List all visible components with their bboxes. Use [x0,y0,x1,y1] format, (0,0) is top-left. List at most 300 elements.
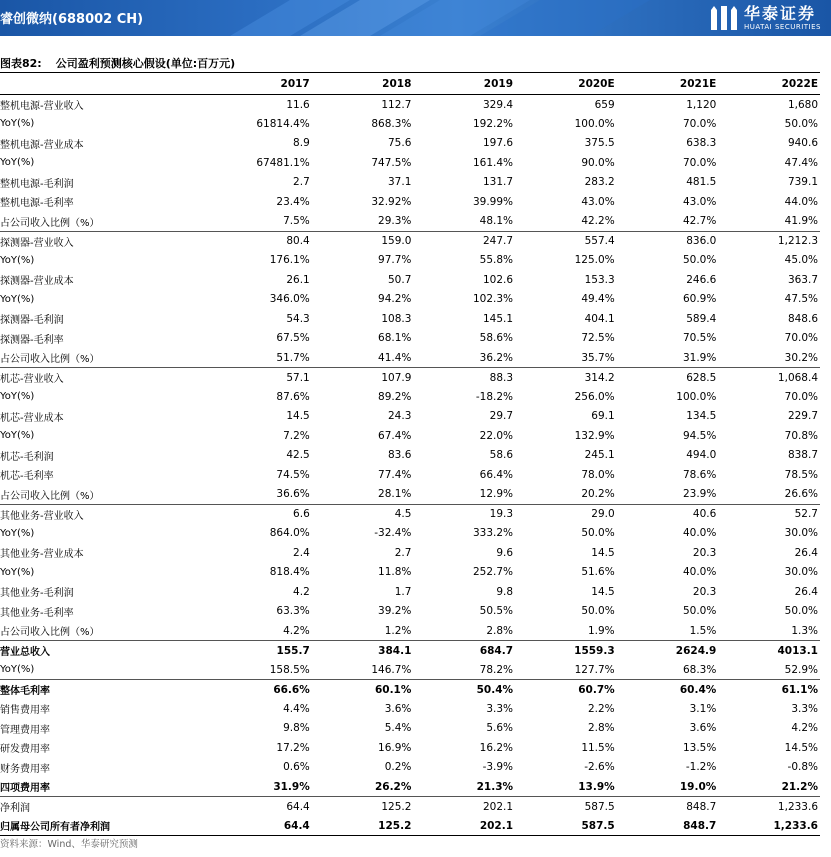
table-cell: 1,212.3 [777,235,818,247]
row-label: 探测器-毛利率 [0,334,64,346]
row-label: 净利润 [0,803,30,814]
table-cell: 52.7 [794,508,818,520]
row-label: 占公司收入比例（%） [0,217,100,229]
table-cell: 2.7 [394,546,412,559]
table-cell: 2.7 [293,176,310,189]
table-cell: -2.6% [584,761,615,774]
table-row [0,641,820,661]
table-cell: 20.2% [581,488,615,500]
table-row [0,738,820,758]
table-cell: 13.9% [578,780,615,793]
table-cell: -3.9% [482,761,514,774]
table-cell: 1559.3 [574,644,615,657]
figure-caption: 公司盈利预测核心假设(单位:百万元) [55,57,236,70]
table-cell: 102.6 [482,273,514,286]
table-cell: 50.4% [476,683,514,696]
table-cell: 45.0% [784,254,818,267]
table-cell: 5.4% [384,722,412,735]
table-cell: 155.7 [276,644,310,657]
table-cell: 42.5 [286,449,310,462]
table-cell: 78.6% [682,468,717,481]
table-cell: 16.2% [479,741,514,754]
table-cell: 67.4% [378,429,412,442]
table-row [0,368,820,388]
row-label: 其他业务-营业成本 [0,549,84,561]
row-label: 其他业务-营业收入 [0,510,84,522]
table-cell: 31.9% [273,780,310,793]
table-cell: 43.0% [581,195,615,208]
table-cell: 940.6 [787,137,818,150]
table-cell: 659 [594,98,615,111]
table-cell: 70.0% [784,332,818,345]
table-row [0,251,820,271]
table-cell: 12.9% [479,488,514,500]
table-cell: 89.2% [378,390,412,403]
table-cell: 0.6% [283,761,310,774]
row-label: 机芯-毛利润 [0,451,54,463]
table-cell: 256.0% [574,390,615,403]
table-cell: 4.5 [394,508,412,520]
row-label: 其他业务-毛利率 [0,607,74,619]
table-row [0,485,820,505]
table-cell: 72.5% [581,332,615,345]
table-cell: 29.3% [378,215,412,227]
table-row [0,134,820,154]
banner-decoration [230,0,650,36]
table-cell: 39.99% [472,195,514,208]
table-cell: 197.6 [482,137,514,150]
row-label: 占公司收入比例（%） [0,490,100,502]
table-cell: 314.2 [584,371,615,384]
table-cell: 54.3 [286,312,310,325]
row-label: 营业总收入 [0,647,50,658]
table-cell: 333.2% [472,527,514,540]
table-cell: 30.0% [784,566,818,579]
table-cell: 9.8 [496,585,514,598]
table-row [0,660,820,680]
table-cell: 3.3% [791,702,818,715]
table-cell: 7.5% [283,215,310,227]
brand-name-cn: 华泰证券 [744,3,817,23]
table-row [0,816,820,836]
table-cell: 19.3 [489,508,514,520]
table-cell: 112.7 [381,98,412,111]
table-cell: 58.6% [479,332,514,345]
table-cell: 24.3 [388,410,412,423]
table-cell: 26.1 [286,273,310,286]
table-cell: 36.2% [479,351,514,364]
table-cell: 60.7% [578,683,615,696]
table-cell: 29.7 [489,410,514,423]
forecast-table [0,72,820,836]
table-cell: 404.1 [584,312,615,325]
table-cell: 739.1 [787,176,818,189]
table-cell: 384.1 [378,644,412,657]
table-cell: 145.1 [482,312,514,325]
table-row [0,719,820,739]
table-cell: 63.3% [276,605,310,618]
table-cell: 31.9% [682,351,717,364]
row-label: YoY(%) [0,254,35,266]
table-cell: 47.5% [784,293,818,306]
stock-title: 睿创微纳(688002 CH) [0,12,144,27]
table-cell: 481.5 [686,176,717,189]
table-cell: 848.7 [686,800,717,813]
table-cell: 60.9% [682,293,717,306]
table-cell: 868.3% [371,117,412,130]
row-label: 探测器-营业收入 [0,237,74,249]
table-cell: 67.5% [276,332,310,345]
table-cell: 125.2 [378,819,412,832]
table-row [0,797,820,817]
table-cell: 1,233.6 [773,819,818,832]
table-cell: 684.7 [479,644,514,657]
row-label: YoY(%) [0,664,35,675]
table-cell: 1.5% [689,624,717,637]
table-cell: 125.2 [381,800,412,813]
table-cell: 40.0% [682,527,717,540]
table-cell: 14.5 [591,585,615,598]
table-cell: 557.4 [584,235,615,247]
table-row [0,95,820,115]
table-row [0,173,820,193]
table-cell: 161.4% [472,156,514,169]
table-cell: 30.2% [784,351,818,364]
row-label: YoY(%) [0,566,35,578]
table-cell: 4.2% [283,624,310,637]
table-row [0,270,820,290]
table-header-row [0,73,820,95]
table-cell: 42.7% [682,215,717,227]
table-cell: 202.1 [479,819,514,832]
table-cell: 3.3% [486,702,514,715]
table-cell: 68.1% [378,332,412,345]
table-cell: 40.0% [682,566,717,579]
table-cell: 80.4 [286,235,310,247]
row-label: 销售费用率 [0,705,50,717]
table-cell: 836.0 [686,235,717,247]
table-cell: 16.9% [378,741,412,754]
table-cell: 9.6 [496,546,514,559]
table-cell: 2.2% [587,702,615,715]
table-cell: 87.6% [276,390,310,403]
table-cell: 247.7 [482,235,514,247]
table-row [0,504,820,524]
table-cell: 132.9% [574,429,615,442]
table-row [0,407,820,427]
table-cell: 102.3% [472,293,514,306]
table-cell: 158.5% [269,663,310,676]
table-cell: 22.0% [479,429,514,442]
table-cell: 26.6% [784,488,818,500]
row-label: 探测器-毛利润 [0,315,64,327]
table-cell: 51.7% [276,351,310,364]
table-row [0,777,820,797]
table-cell: 494.0 [686,449,717,462]
table-row [0,290,820,310]
row-label: 其他业务-毛利润 [0,588,74,600]
table-cell: 4.2% [791,722,818,735]
table-cell: 2624.9 [675,644,717,657]
table-cell: 146.7% [371,663,412,676]
table-cell: 41.9% [784,215,818,227]
table-cell: 20.3 [692,546,717,559]
table-cell: 78.5% [784,468,818,481]
table-cell: 70.8% [784,429,818,442]
table-cell: -18.2% [475,390,514,403]
table-cell: 4013.1 [777,644,818,657]
row-label: YoY(%) [0,293,35,305]
table-cell: 125.0% [574,254,615,267]
table-cell: 26.2% [374,780,412,793]
table-row [0,446,820,466]
table-cell: 50.0% [581,605,615,618]
table-cell: 848.6 [787,312,818,325]
table-cell: 134.5 [686,410,717,423]
table-cell: 50.0% [682,605,717,618]
table-cell: 4.4% [283,702,310,715]
table-cell: 4.2 [293,585,310,598]
table-cell: 864.0% [269,527,310,540]
table-row [0,309,820,329]
column-header [0,73,210,95]
table-cell: 75.6 [388,137,412,150]
table-cell: 64.4 [286,800,310,813]
table-row [0,543,820,563]
row-label: 研发费用率 [0,744,50,756]
table-row [0,192,820,212]
table-cell: 245.1 [584,449,615,462]
table-cell: 100.0% [574,117,615,130]
table-cell: 70.0% [682,117,717,130]
table-cell: 52.9% [784,663,818,676]
table-cell: 192.2% [472,117,514,130]
table-cell: 127.7% [574,663,615,676]
figure-number: 图表82: [0,57,42,70]
table-cell: 1,068.4 [777,371,818,384]
row-label: 占公司收入比例（%） [0,627,100,638]
brand-name-en: HUATAI SECURITIES [744,22,821,31]
table-row [0,153,820,173]
table-cell: 3.6% [689,722,717,735]
row-label: 整机电源-营业成本 [0,139,84,151]
table-cell: 19.0% [679,780,717,793]
table-cell: 43.0% [682,195,717,208]
table-cell: 159.0 [381,235,412,247]
table-cell: 58.6 [489,449,514,462]
table-cell: 50.0% [784,605,818,618]
table-cell: 21.3% [476,780,514,793]
table-body [0,95,820,836]
table-row [0,621,820,641]
table-cell: 100.0% [676,390,717,403]
table-cell: 70.0% [784,390,818,403]
table-cell: 21.2% [781,780,818,793]
table-cell: 70.0% [682,156,717,169]
table-cell: 51.6% [581,566,615,579]
table-cell: 94.2% [378,293,412,306]
table-cell: 11.6 [286,98,310,111]
table-cell: 57.1 [286,371,310,384]
table-cell: 68.3% [682,663,717,676]
table-cell: 11.8% [378,566,412,579]
table-cell: 20.3 [692,585,717,598]
row-label: YoY(%) [0,118,35,130]
table-cell: 69.1 [591,410,615,423]
table-cell: 17.2% [276,741,310,754]
table-cell: 50.0% [682,254,717,267]
table-cell: 49.4% [581,293,615,306]
table-cell: 131.7 [482,176,514,189]
table-cell: 1,680 [787,98,818,111]
table-cell: 26.4 [794,546,818,559]
row-label: YoY(%) [0,430,35,442]
table-cell: 229.7 [787,410,818,423]
table-cell: 2.4 [293,546,310,559]
table-cell: 3.6% [384,702,412,715]
table-row [0,231,820,251]
table-cell: 3.1% [689,702,717,715]
table-row [0,329,820,349]
table-cell: 61.1% [781,683,818,696]
table-cell: 346.0% [269,293,310,306]
table-cell: 587.5 [584,800,615,813]
table-cell: 44.0% [784,195,818,208]
table-cell: 108.3 [381,312,412,325]
row-label: YoY(%) [0,527,35,539]
column-header: 2022E [781,77,818,90]
table-cell: 47.4% [784,156,818,169]
table-cell: 94.5% [682,429,717,442]
row-label: 整体毛利率 [0,686,50,697]
table-cell: 848.7 [683,819,717,832]
table-cell: 14.5% [784,741,818,754]
table-cell: 23.9% [682,488,717,500]
table-row [0,212,820,232]
table-cell: 50.5% [479,605,514,618]
table-row [0,465,820,485]
table-cell: -0.8% [787,761,818,774]
row-label: 管理费用率 [0,724,50,736]
table-row [0,114,820,134]
table-cell: 39.2% [378,605,412,618]
table-cell: 1.2% [384,624,412,637]
huatai-logo-icon [710,4,738,32]
table-cell: 2.8% [486,624,514,637]
column-header: 2020E [578,77,615,90]
table-cell: 23.4% [276,195,310,208]
table-cell: 70.5% [682,332,717,345]
table-row [0,426,820,446]
table-cell: 88.3 [489,371,514,384]
table-cell: 41.4% [378,351,412,364]
row-label: 占公司收入比例（%） [0,354,100,365]
row-label: 财务费用率 [0,763,50,775]
table-cell: 638.3 [686,137,717,150]
table-cell: 77.4% [378,468,412,481]
table-cell: 61814.4% [256,117,310,130]
table-cell: 60.1% [374,683,412,696]
table-cell: 8.9 [293,137,310,150]
table-cell: 78.2% [479,663,514,676]
table-cell: 97.7% [378,254,412,267]
table-cell: 67481.1% [256,156,310,169]
table-cell: 40.6 [692,508,717,520]
table-row [0,348,820,368]
table-cell: 14.5 [286,410,310,423]
table-cell: 375.5 [584,137,615,150]
table-cell: 1.7 [394,585,412,598]
table-cell: 78.0% [581,468,615,481]
table-cell: 5.6% [486,722,514,735]
table-row [0,758,820,778]
page-banner [0,0,831,36]
table-cell: 11.5% [581,741,615,754]
table-row [0,524,820,544]
table-cell: 74.5% [276,468,310,481]
row-label: 整机电源-营业收入 [0,101,84,112]
table-cell: 90.0% [581,156,615,169]
table-cell: 50.0% [581,527,615,540]
huatai-brand [710,2,821,34]
row-label: 机芯-毛利率 [0,471,54,483]
table-cell: 9.8% [283,722,310,735]
row-label: 归属母公司所有者净利润 [0,822,110,833]
table-cell: 55.8% [479,254,514,267]
table-row [0,699,820,719]
table-cell: 26.4 [794,585,818,598]
column-header: 2018 [382,77,412,90]
row-label: 整机电源-毛利率 [0,198,74,210]
table-cell: 363.7 [787,273,818,286]
table-cell: 50.0% [784,117,818,130]
row-label: 四项费用率 [0,783,50,794]
column-header: 2019 [483,77,514,90]
table-row [0,563,820,583]
table-cell: 329.4 [482,98,514,111]
table-cell: 60.4% [679,683,717,696]
table-cell: 283.2 [584,176,615,189]
table-cell: 747.5% [371,156,412,169]
table-cell: 28.1% [378,488,412,500]
column-header: 2017 [280,77,310,90]
row-label: YoY(%) [0,391,35,403]
table-cell: 36.6% [276,488,310,500]
table-cell: 66.4% [479,468,514,481]
table-cell: 628.5 [686,371,717,384]
table-row [0,582,820,602]
table-cell: 7.2% [283,429,310,442]
table-cell: 6.6 [293,508,310,520]
forecast-table-wrapper [0,72,820,836]
table-cell: 1,120 [686,98,717,111]
table-cell: 246.6 [686,273,717,286]
table-cell: 42.2% [581,215,615,227]
source-note: 资料来源：Wind、华泰研究预测 [0,839,138,850]
table-cell: 14.5 [591,546,615,559]
row-label: 探测器-营业成本 [0,276,74,288]
table-row [0,680,820,700]
table-cell: 176.1% [269,254,310,267]
row-label: YoY(%) [0,157,35,169]
table-cell: 2.8% [587,722,615,735]
table-cell: 48.1% [479,215,514,227]
table-cell: 13.5% [682,741,717,754]
table-cell: 64.4 [283,819,310,832]
table-cell: 30.0% [784,527,818,540]
table-cell: 35.7% [581,351,615,364]
table-cell: 32.92% [371,195,412,208]
